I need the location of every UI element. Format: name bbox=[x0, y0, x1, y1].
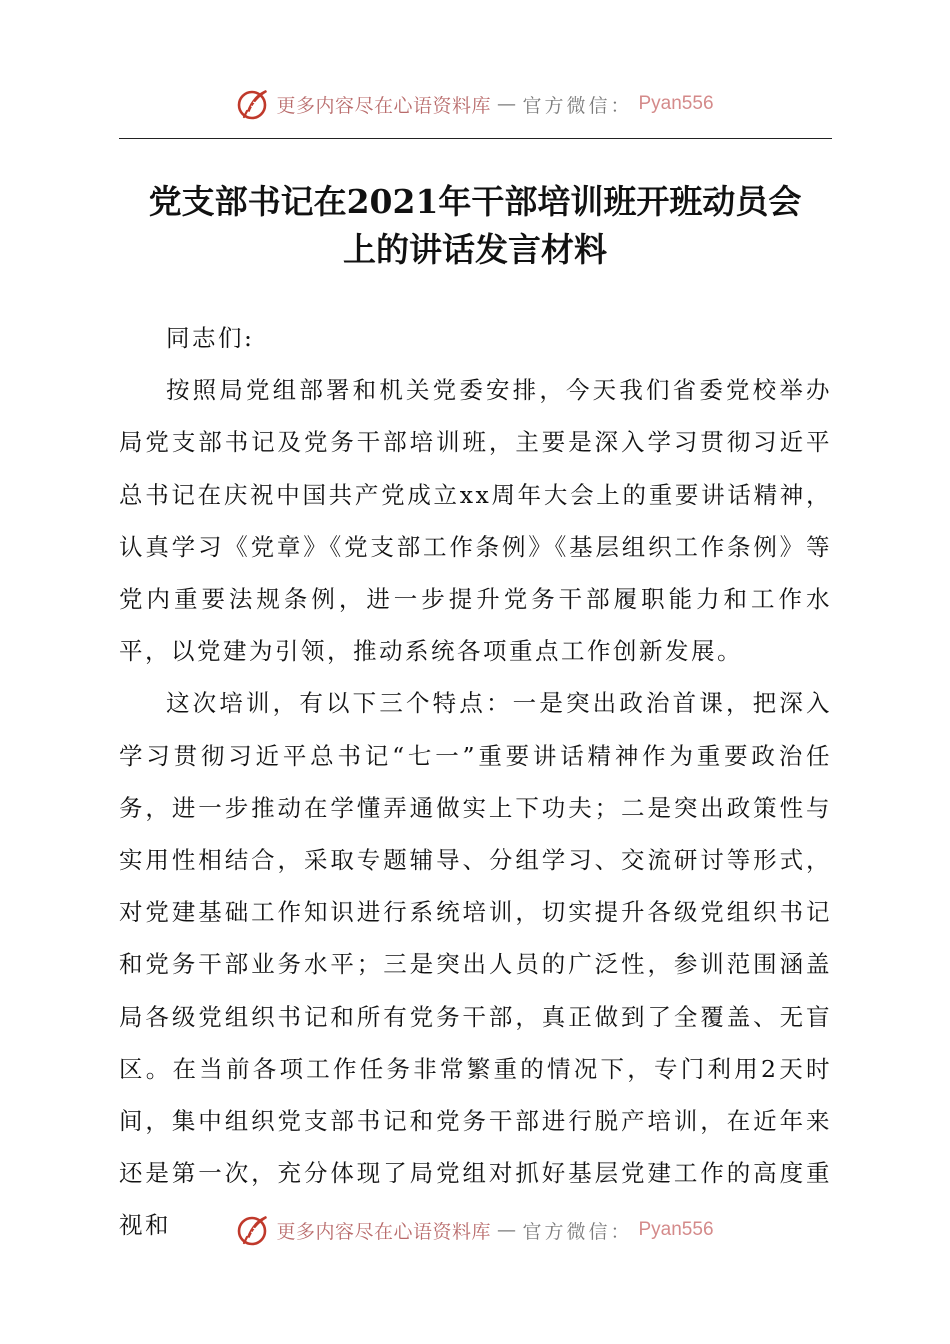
salutation: 同志们: bbox=[166, 324, 255, 352]
footer-banner bbox=[0, 1210, 950, 1250]
header-banner bbox=[0, 84, 950, 124]
header-divider bbox=[119, 138, 832, 139]
banner-main-text: 更多内容尽在心语资料库 bbox=[276, 94, 491, 117]
title-line-2: 上的讲话发言材料 bbox=[343, 230, 607, 269]
banner-dash: — bbox=[496, 1219, 517, 1241]
banner-dash: — bbox=[496, 93, 517, 115]
banner-wechat-id: Pyan556 bbox=[638, 93, 714, 114]
banner-wechat-id: Pyan556 bbox=[638, 1219, 714, 1240]
banner-main-text: 更多内容尽在心语资料库 bbox=[276, 1220, 491, 1243]
feather-quill-icon bbox=[236, 87, 270, 121]
document-title bbox=[100, 178, 850, 274]
paragraph-2: 这次培训，有以下三个特点：一是突出政治首课，把深入学习贯彻习近平总书记“七一”重要讲话精神作为重要政治任务，进一步推动在学懂弄通做实上下功夫；二是突出政策性与实用性相结合，采取专题辅导、分组学习、交流研讨等形式，对党建基础工作知识进行系统培训，切实提升各级党组织书记和党务干部业务水平；三是突出人员的广泛性，参训范围涵盖局各级党组织书记和所有党务干部，真正做到了全覆盖、无盲区。在当前各项工作任务非常繁重的情况下，专门利用2天时间，集中组织党支部书记和党务干部进行脱产培训，在近年来还是第一次，充分体现了局党组对抓好基层党建工作的高度重视和 bbox=[119, 689, 832, 1240]
title-line-1: 党支部书记在2021年干部培训班开班动员会 bbox=[148, 182, 802, 221]
document-body bbox=[119, 312, 832, 1252]
banner-wechat-label: 官方微信： bbox=[522, 94, 633, 117]
paragraph-1: 按照局党组部署和机关党委安排，今天我们省委党校举办局党支部书记及党务干部培训班，主要是深入学习贯彻习近平总书记在庆祝中国共产党成立xx周年大会上的重要讲话精神，认真学习《党章》《党支部工作条例》《基层组织工作条例》等党内重要法规条例，进一步提升党务干部履职能力和工作水平，以党建为引领，推动系统各项重点工作创新发展。 bbox=[119, 376, 832, 666]
banner-wechat-label: 官方微信： bbox=[522, 1220, 633, 1243]
feather-quill-icon bbox=[236, 1213, 270, 1247]
